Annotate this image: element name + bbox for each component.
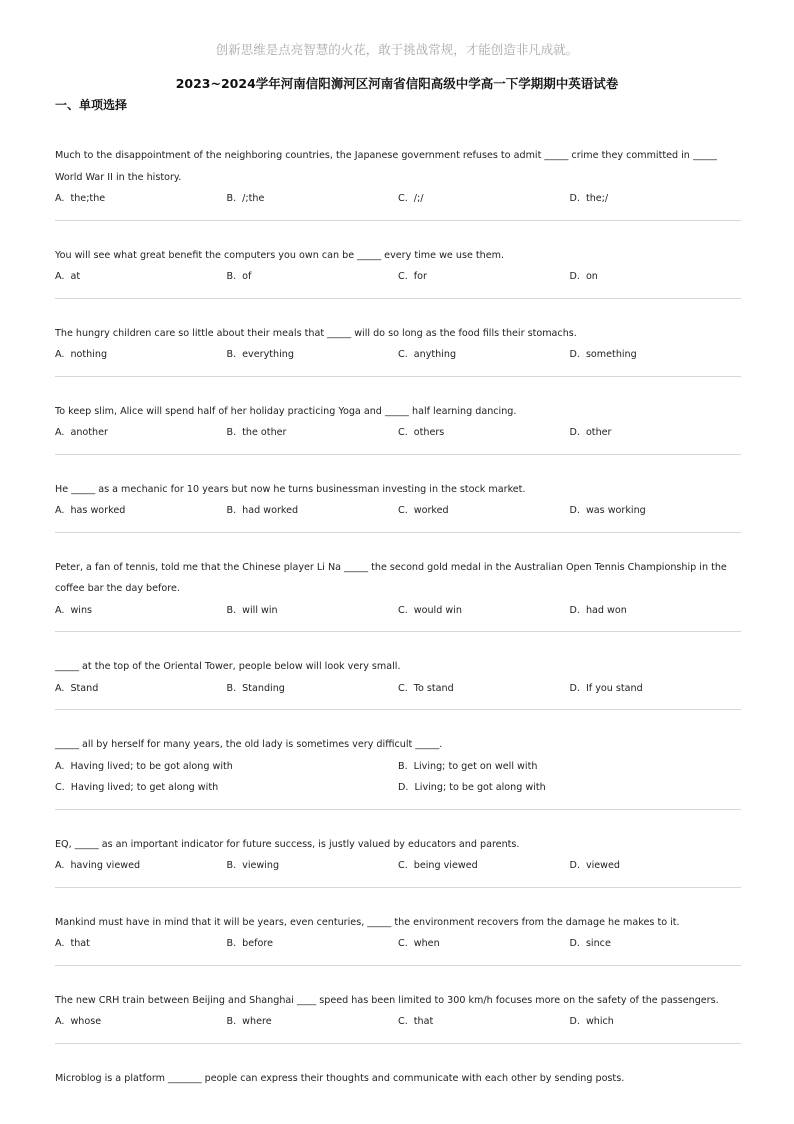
option-text: everything xyxy=(242,349,294,360)
option-text: since xyxy=(585,938,611,949)
option-text: which xyxy=(585,1016,614,1027)
option-letter: A. xyxy=(55,427,65,438)
option-letter: C. xyxy=(398,604,408,616)
option-letter: A. xyxy=(55,938,65,949)
option-text: will win xyxy=(242,604,278,616)
option-letter: A. xyxy=(55,682,65,694)
option-letter: C. xyxy=(398,193,408,204)
answer-option[interactable] xyxy=(227,855,399,877)
answer-option[interactable] xyxy=(227,600,399,622)
answer-option[interactable] xyxy=(55,777,398,799)
answer-option[interactable] xyxy=(55,1011,227,1033)
option-list xyxy=(55,855,741,877)
option-list xyxy=(55,266,741,288)
option-text: wins xyxy=(70,604,93,616)
option-letter: D. xyxy=(569,505,580,516)
option-letter: C. xyxy=(55,782,65,793)
answer-option[interactable] xyxy=(227,933,399,955)
option-text: has worked xyxy=(70,505,126,516)
question-stem: Much to the disappointment of the neighboring countries, the Japanese government refuses to admit _____ crime they committed in _____ World War II in the history. xyxy=(55,150,717,183)
option-text: on xyxy=(585,271,598,282)
option-letter: C. xyxy=(398,427,408,438)
section-heading: 一、单项选择 xyxy=(55,98,128,112)
option-list xyxy=(55,188,741,210)
answer-option[interactable] xyxy=(398,756,741,778)
question-item xyxy=(55,145,741,221)
option-list xyxy=(55,500,741,522)
option-letter: B. xyxy=(226,682,237,694)
option-text: Standing xyxy=(242,682,285,694)
option-list xyxy=(55,933,741,955)
option-letter: A. xyxy=(55,505,65,516)
answer-option[interactable] xyxy=(570,678,742,700)
option-letter: D. xyxy=(569,682,580,694)
option-letter: A. xyxy=(55,349,65,360)
question-stem: Microblog is a platform _______ people can express their thoughts and communicate with each other by sending posts. xyxy=(55,1072,625,1084)
option-text: was working xyxy=(585,505,646,516)
question-stem: He _____ as a mechanic for 10 years but now he turns businessman investing in the stock market. xyxy=(55,483,526,495)
option-text: had worked xyxy=(242,505,299,516)
option-letter: D. xyxy=(569,1016,580,1027)
option-letter: B. xyxy=(226,1016,237,1027)
option-letter: B. xyxy=(398,760,408,772)
answer-option[interactable] xyxy=(398,422,570,444)
answer-option[interactable] xyxy=(55,500,227,522)
question-item xyxy=(55,323,741,377)
option-text: Having lived; to get along with xyxy=(70,782,219,793)
option-letter: D. xyxy=(569,271,580,282)
option-letter: D. xyxy=(569,427,580,438)
question-item xyxy=(55,557,741,633)
option-text: having viewed xyxy=(70,860,141,871)
answer-option[interactable] xyxy=(398,777,741,799)
question-stem: You will see what great benefit the computers you own can be _____ every time we use them. xyxy=(55,249,505,261)
question-item xyxy=(55,834,741,888)
answer-option[interactable] xyxy=(398,500,570,522)
answer-option[interactable] xyxy=(55,600,227,622)
answer-option[interactable] xyxy=(227,266,399,288)
question-stem: Peter, a fan of tennis, told me that the Chinese player Li Na _____ the second gold medal in the Australian Open Tennis Championship in the coffee bar the day before. xyxy=(55,561,727,594)
option-text: nothing xyxy=(70,349,108,360)
question-stem: Mankind must have in mind that it will be years, even centuries, _____ the environment recovers from the damage he makes to it. xyxy=(55,916,680,928)
option-text: viewed xyxy=(585,860,621,871)
question-stem: EQ, _____ as an important indicator for future success, is justly valued by educators and parents. xyxy=(55,838,520,850)
question-item xyxy=(55,912,741,966)
option-letter: B. xyxy=(226,505,237,516)
option-letter: C. xyxy=(398,860,408,871)
option-letter: A. xyxy=(55,604,65,616)
option-text: being viewed xyxy=(413,860,478,871)
answer-option[interactable] xyxy=(55,344,227,366)
answer-option[interactable] xyxy=(227,422,399,444)
answer-option[interactable] xyxy=(55,188,227,210)
answer-option[interactable] xyxy=(227,678,399,700)
option-letter: B. xyxy=(226,604,237,616)
answer-option[interactable] xyxy=(55,756,398,778)
option-text: would win xyxy=(413,604,462,616)
option-letter: B. xyxy=(226,427,237,438)
option-text: To stand xyxy=(413,682,454,694)
question-stem: The new CRH train between Beijing and Shanghai ____ speed has been limited to 300 km/h focuses more on the safety of the passengers. xyxy=(55,994,719,1006)
answer-option[interactable] xyxy=(55,266,227,288)
option-text: If you stand xyxy=(585,682,643,694)
answer-option[interactable] xyxy=(227,1011,399,1033)
option-text: others xyxy=(413,427,445,438)
question-list xyxy=(55,145,741,1123)
option-letter: B. xyxy=(226,271,237,282)
option-text: Stand xyxy=(70,682,99,694)
option-letter: C. xyxy=(398,349,408,360)
answer-option[interactable] xyxy=(398,600,570,622)
option-list xyxy=(55,422,741,444)
answer-option[interactable] xyxy=(570,266,742,288)
option-letter: B. xyxy=(226,860,237,871)
option-letter: C. xyxy=(398,271,408,282)
answer-option[interactable] xyxy=(570,344,742,366)
option-text: at xyxy=(70,271,81,282)
answer-option[interactable] xyxy=(570,422,742,444)
option-letter: A. xyxy=(55,860,65,871)
answer-option[interactable] xyxy=(55,678,227,700)
option-text: anything xyxy=(413,349,457,360)
answer-option[interactable] xyxy=(398,1011,570,1033)
option-text: for xyxy=(413,271,427,282)
option-list xyxy=(55,600,741,622)
option-text: whose xyxy=(70,1016,102,1027)
answer-option[interactable] xyxy=(398,678,570,700)
answer-option[interactable] xyxy=(570,1011,742,1033)
option-text: where xyxy=(242,1016,272,1027)
option-text: something xyxy=(585,349,637,360)
option-letter: B. xyxy=(226,349,237,360)
option-text: viewing xyxy=(242,860,280,871)
option-text: Living; to get on well with xyxy=(413,760,538,772)
option-letter: B. xyxy=(226,938,237,949)
option-text: Having lived; to be got along with xyxy=(70,760,233,772)
option-letter: D. xyxy=(569,938,580,949)
option-letter: D. xyxy=(569,193,580,204)
answer-option[interactable] xyxy=(398,188,570,210)
option-text: of xyxy=(242,271,252,282)
option-text: before xyxy=(242,938,274,949)
question-item xyxy=(55,479,741,533)
answer-option[interactable] xyxy=(398,344,570,366)
question-item xyxy=(55,990,741,1044)
option-text: another xyxy=(70,427,108,438)
option-text: the;the xyxy=(70,193,106,204)
option-letter: D. xyxy=(398,782,409,793)
answer-option[interactable] xyxy=(55,855,227,877)
answer-option[interactable] xyxy=(570,500,742,522)
option-text: Living; to be got along with xyxy=(414,782,546,793)
question-item xyxy=(55,656,741,710)
option-list xyxy=(55,1011,741,1033)
option-letter: C. xyxy=(398,505,408,516)
option-text: when xyxy=(413,938,440,949)
question-stem: The hungry children care so little about their meals that _____ will do so long as the food fills their stomachs. xyxy=(55,327,577,339)
option-letter: A. xyxy=(55,193,65,204)
option-list xyxy=(55,756,741,799)
option-letter: A. xyxy=(55,1016,65,1027)
option-list xyxy=(55,344,741,366)
answer-option[interactable] xyxy=(570,188,742,210)
option-text: worked xyxy=(413,505,449,516)
option-letter: C. xyxy=(398,682,408,694)
option-text: that xyxy=(413,1016,434,1027)
answer-option[interactable] xyxy=(227,344,399,366)
option-letter: D. xyxy=(569,604,580,616)
option-text: that xyxy=(70,938,90,949)
option-text: the other xyxy=(242,427,287,438)
answer-option[interactable] xyxy=(398,266,570,288)
answer-option[interactable] xyxy=(398,933,570,955)
watermark-text: 创新思维是点亮智慧的火花，敢于挑战常规，才能创造非凡成就。 xyxy=(215,42,579,57)
option-letter: B. xyxy=(226,193,237,204)
option-letter: D. xyxy=(569,349,580,360)
question-stem: _____ at the top of the Oriental Tower, people below will look very small. xyxy=(55,661,401,672)
option-letter: C. xyxy=(398,938,408,949)
question-item xyxy=(55,734,741,810)
option-letter: D. xyxy=(569,860,580,871)
answer-option[interactable] xyxy=(570,600,742,622)
answer-option[interactable] xyxy=(398,855,570,877)
answer-option[interactable] xyxy=(227,188,399,210)
option-text: other xyxy=(585,427,612,438)
answer-option[interactable] xyxy=(55,422,227,444)
answer-option[interactable] xyxy=(227,500,399,522)
question-item xyxy=(55,1068,741,1100)
option-list xyxy=(55,678,741,700)
answer-option[interactable] xyxy=(55,933,227,955)
option-letter: A. xyxy=(55,760,65,772)
answer-option[interactable] xyxy=(570,855,742,877)
question-item xyxy=(55,401,741,455)
question-item xyxy=(55,245,741,299)
option-letter: C. xyxy=(398,1016,408,1027)
option-text: had won xyxy=(585,604,627,616)
page-title: 2023~2024学年河南信阳浉河区河南省信阳高级中学高一下学期期中英语试卷 xyxy=(175,76,619,91)
option-text: /;/ xyxy=(413,193,424,204)
answer-option[interactable] xyxy=(570,933,742,955)
option-text: /;the xyxy=(242,193,265,204)
question-stem: To keep slim, Alice will spend half of her holiday practicing Yoga and _____ half learning dancing. xyxy=(55,405,517,417)
question-stem: _____ all by herself for many years, the old lady is sometimes very difficult _____. xyxy=(55,739,443,750)
option-text: the;/ xyxy=(585,193,609,204)
option-letter: A. xyxy=(55,271,65,282)
